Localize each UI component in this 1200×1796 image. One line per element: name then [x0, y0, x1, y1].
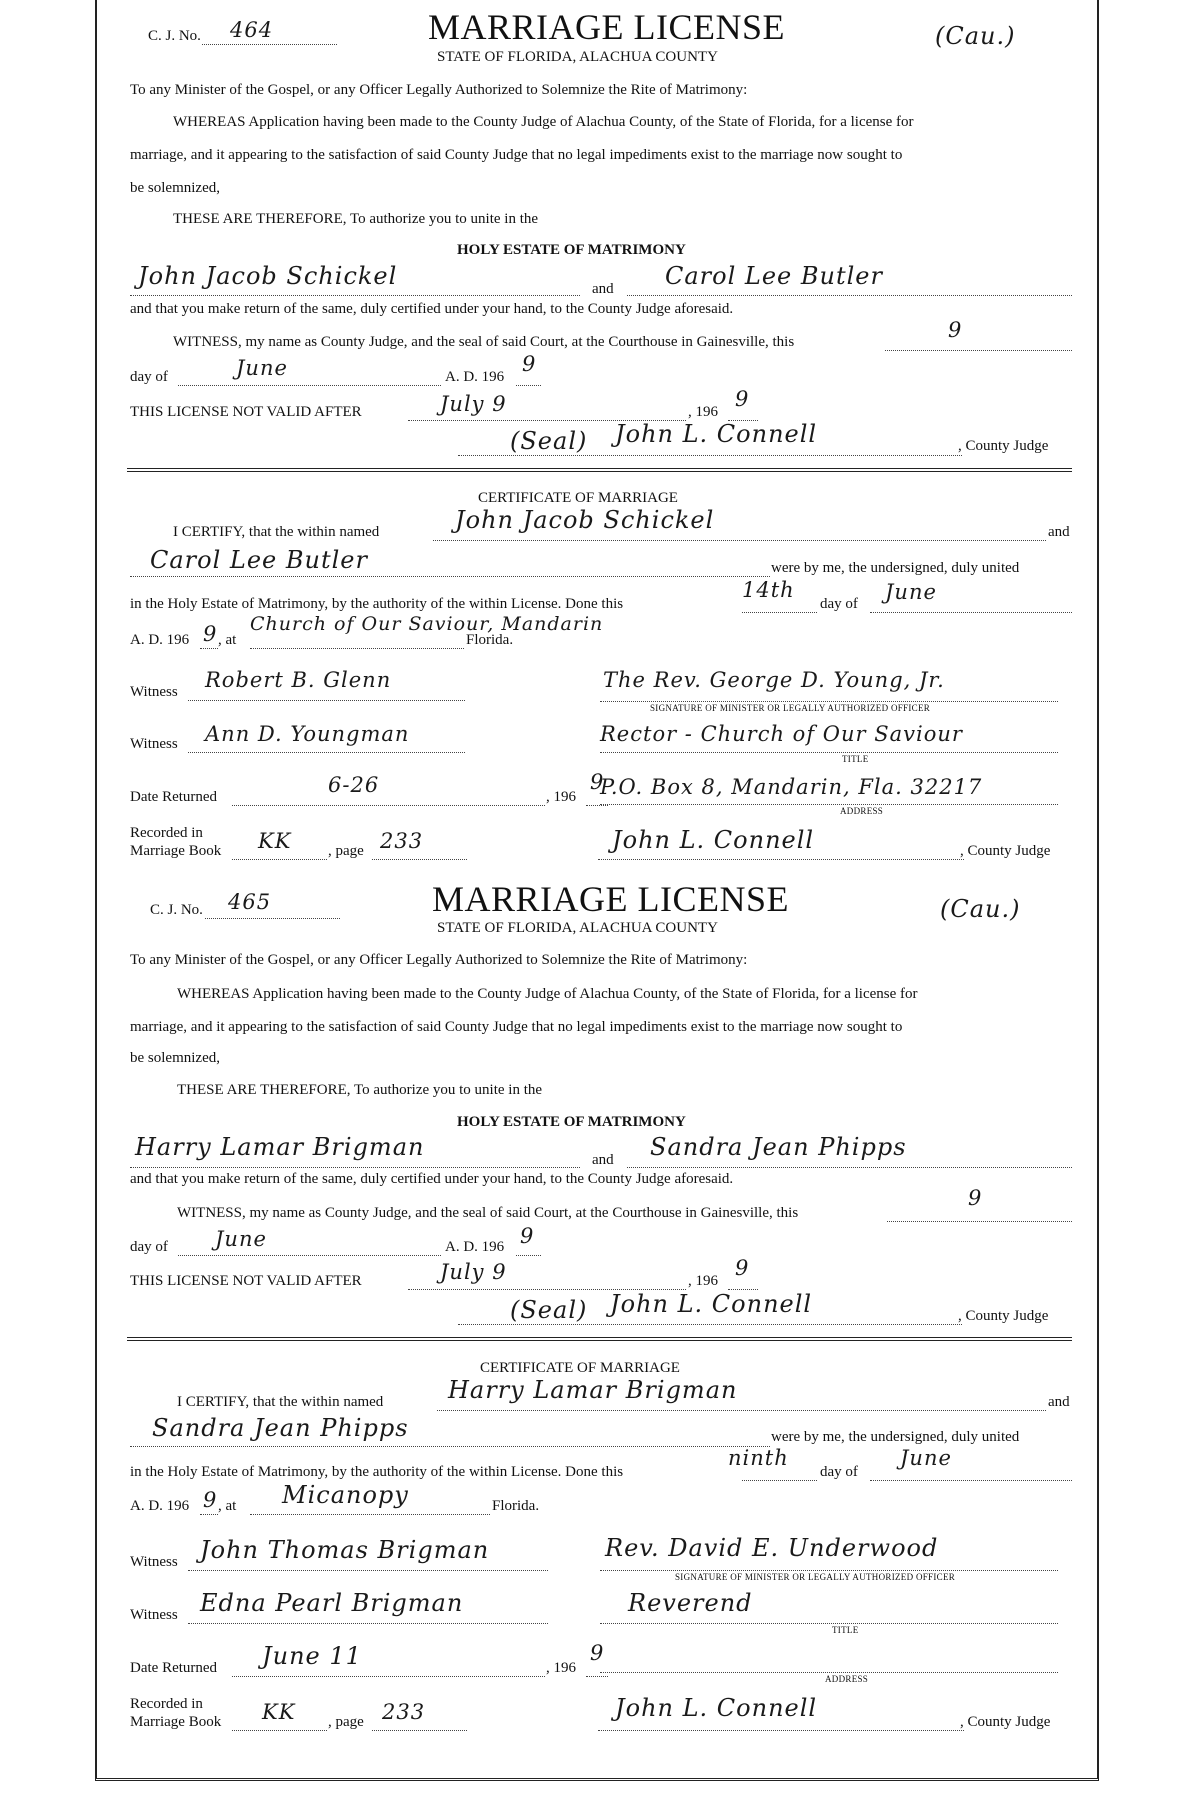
county-judge-label: , County Judge [958, 438, 1049, 454]
whereas-line-3: be solemnized, [130, 1050, 220, 1066]
united-line: were by me, the undersigned, duly united [771, 1429, 1020, 1445]
witness-day: 9 [968, 1186, 983, 1210]
day-of-label-2: day of [820, 1464, 858, 1480]
cj-label: C. J. No. [148, 28, 201, 44]
recorded-in-label: Recorded in [130, 1696, 203, 1712]
license-year-digit: 9 [522, 352, 537, 376]
not-valid-label: THIS LICENSE NOT VALID AFTER [130, 1273, 362, 1289]
cj-number: 464 [230, 18, 274, 42]
seal-mark: (Seal) [510, 427, 588, 455]
address-line: To any Minister of the Gospel, or any Officer Legally Authorized to Solemnize the Rite of Matrimony: [130, 952, 748, 968]
license-year-digit: 9 [520, 1224, 535, 1248]
and-label: and [592, 1152, 614, 1168]
cj-label: C. J. No. [150, 902, 203, 918]
witness-2-signature: Ann D. Youngman [205, 722, 410, 746]
date-returned-label: Date Returned [130, 1660, 218, 1676]
date-returned: 6-26 [328, 773, 380, 797]
day-of-label-2: day of [820, 596, 858, 612]
not-valid-date: July 9 [440, 1260, 507, 1284]
officer-title: Reverend [628, 1589, 753, 1617]
officer-signature: Rev. David E. Underwood [605, 1534, 939, 1562]
witness-1-signature: John Thomas Brigman [200, 1536, 490, 1564]
therefore-line: THESE ARE THEREFORE, To authorize you to unite in the [177, 1082, 543, 1098]
license-month: June [215, 1227, 267, 1251]
witness-label-1: Witness [130, 684, 178, 700]
witness-clause: WITNESS, my name as County Judge, and the seal of said Court, at the Courthouse in Gainesville, this [177, 1205, 799, 1221]
section-divider [127, 468, 1072, 472]
whereas-line-1: WHEREAS Application having been made to the County Judge of Alachua County, of the State of Florida, for a license for [173, 114, 914, 130]
witness-label-1: Witness [130, 1554, 178, 1570]
judge-signature: John L. Connell [610, 1290, 813, 1318]
at-label: , at [218, 1498, 237, 1514]
holy-estate-line: in the Holy Estate of Matrimony, by the authority of the within License. Done this [130, 596, 624, 612]
whereas-line-3: be solemnized, [130, 180, 220, 196]
holy-estate-line: in the Holy Estate of Matrimony, by the authority of the within License. Done this [130, 1464, 624, 1480]
done-month: June [885, 580, 937, 604]
bride-name: Carol Lee Butler [665, 262, 883, 290]
not-valid-label: THIS LICENSE NOT VALID AFTER [130, 404, 362, 420]
not-valid-date: July 9 [440, 392, 507, 416]
return-line: and that you make return of the same, duly certified under your hand, to the County Judge aforesaid. [130, 1171, 734, 1187]
title-caption: TITLE [842, 754, 869, 764]
seal-mark: (Seal) [510, 1296, 588, 1324]
page-label: , page [328, 1714, 364, 1730]
recorded-in-label: Recorded in [130, 825, 203, 841]
at-label: , at [218, 632, 237, 648]
witness-clause: WITNESS, my name as County Judge, and the seal of said Court, at the Courthouse in Gainesville, this [173, 334, 795, 350]
groom-name: Harry Lamar Brigman [135, 1133, 425, 1161]
marriage-book-label: Marriage Book [130, 843, 222, 859]
therefore-line: THESE ARE THEREFORE, To authorize you to unite in the [173, 211, 539, 227]
signature-caption: SIGNATURE OF MINISTER OR LEGALLY AUTHORIZED OFFICER [675, 1572, 956, 1582]
florida-label: Florida. [492, 1498, 540, 1514]
county-judge-label-2: , County Judge [960, 1714, 1051, 1730]
marriage-place: Church of Our Saviour, Mandarin [250, 613, 604, 635]
recorder-signature: John L. Connell [615, 1694, 818, 1722]
address-caption: ADDRESS [825, 1674, 869, 1684]
and-label: and [592, 281, 614, 297]
address-caption: ADDRESS [840, 806, 884, 816]
witness-label-2: Witness [130, 1607, 178, 1623]
not-valid-year-label: , 196 [688, 1273, 718, 1289]
done-day: ninth [728, 1446, 789, 1470]
corner-note: (Cau.) [935, 22, 1016, 50]
signature-caption: SIGNATURE OF MINISTER OR LEGALLY AUTHORIZED OFFICER [650, 703, 931, 713]
witness-day: 9 [948, 318, 963, 342]
page-label: , page [328, 843, 364, 859]
returned-year: 9 [590, 1641, 605, 1665]
county-judge-label: , County Judge [958, 1308, 1049, 1324]
whereas-line-1: WHEREAS Application having been made to the County Judge of Alachua County, of the State of Florida, for a license for [177, 986, 918, 1002]
bride-name: Sandra Jean Phipps [650, 1133, 907, 1161]
license-title: MARRIAGE LICENSE [432, 879, 789, 919]
not-valid-year: 9 [735, 387, 750, 411]
license-subtitle: STATE OF FLORIDA, ALACHUA COUNTY [437, 920, 718, 936]
done-month: June [900, 1446, 952, 1470]
returned-year: 9 [590, 770, 605, 794]
officer-signature: The Rev. George D. Young, Jr. [603, 668, 945, 692]
date-returned: June 11 [262, 1642, 362, 1670]
date-returned-label: Date Returned [130, 789, 218, 805]
cert-bride-name: Carol Lee Butler [150, 546, 368, 574]
corner-note: (Cau.) [940, 895, 1021, 923]
not-valid-year-label: , 196 [688, 404, 718, 420]
done-day: 14th [742, 578, 795, 602]
book-id: KK [258, 829, 292, 853]
whereas-line-2: marriage, and it appearing to the satisfaction of said County Judge that no legal impediments exist to the marriage now sought to [130, 1019, 903, 1035]
cj-number: 465 [228, 890, 272, 914]
book-id: KK [262, 1700, 296, 1724]
license-title: MARRIAGE LICENSE [428, 7, 785, 47]
united-line: were by me, the undersigned, duly united [771, 560, 1020, 576]
returned-year-label: , 196 [546, 1660, 576, 1676]
florida-label: Florida. [466, 632, 514, 648]
and-label-2: and [1048, 1394, 1070, 1410]
at-year: 9 [203, 622, 218, 646]
return-line: and that you make return of the same, duly certified under your hand, to the County Judge aforesaid. [130, 301, 734, 317]
marriage-book-label: Marriage Book [130, 1714, 222, 1730]
holy-estate-heading: HOLY ESTATE OF MATRIMONY [457, 242, 686, 258]
county-judge-label-2: , County Judge [960, 843, 1051, 859]
certificate-title: CERTIFICATE OF MARRIAGE [478, 490, 678, 506]
holy-estate-heading: HOLY ESTATE OF MATRIMONY [457, 1114, 686, 1130]
groom-name: John Jacob Schickel [138, 262, 398, 290]
witness-2-signature: Edna Pearl Brigman [200, 1589, 464, 1617]
witness-label-2: Witness [130, 736, 178, 752]
section-divider [127, 1337, 1072, 1341]
whereas-line-2: marriage, and it appearing to the satisfaction of said County Judge that no legal impediments exist to the marriage now sought to [130, 147, 903, 163]
officer-title: Rector - Church of Our Saviour [600, 722, 963, 746]
certify-line: I CERTIFY, that the within named [177, 1394, 384, 1410]
title-caption: TITLE [832, 1625, 859, 1635]
cert-groom-name: Harry Lamar Brigman [448, 1376, 738, 1404]
witness-1-signature: Robert B. Glenn [205, 668, 392, 692]
ad-at-label: A. D. 196 [130, 1498, 190, 1514]
page-number: 233 [382, 1700, 426, 1724]
certificate-title: CERTIFICATE OF MARRIAGE [480, 1360, 680, 1376]
marriage-place: Micanopy [282, 1481, 409, 1509]
day-of-label: day of [130, 369, 168, 385]
ad-label: A. D. 196 [445, 1239, 505, 1255]
returned-year-label: , 196 [546, 789, 576, 805]
certify-line: I CERTIFY, that the within named [173, 524, 380, 540]
judge-signature: John L. Connell [615, 420, 818, 448]
license-month: June [236, 356, 288, 380]
not-valid-year: 9 [735, 1256, 750, 1280]
at-year: 9 [203, 1488, 218, 1512]
page-number: 233 [380, 829, 424, 853]
license-subtitle: STATE OF FLORIDA, ALACHUA COUNTY [437, 49, 718, 65]
ad-at-label: A. D. 196 [130, 632, 190, 648]
address-line: To any Minister of the Gospel, or any Officer Legally Authorized to Solemnize the Rite of Matrimony: [130, 82, 748, 98]
cert-groom-name: John Jacob Schickel [455, 506, 715, 534]
ad-label: A. D. 196 [445, 369, 505, 385]
and-label-2: and [1048, 524, 1070, 540]
day-of-label: day of [130, 1239, 168, 1255]
cert-bride-name: Sandra Jean Phipps [152, 1414, 409, 1442]
recorder-signature: John L. Connell [612, 826, 815, 854]
officer-address: P.O. Box 8, Mandarin, Fla. 32217 [600, 775, 983, 799]
